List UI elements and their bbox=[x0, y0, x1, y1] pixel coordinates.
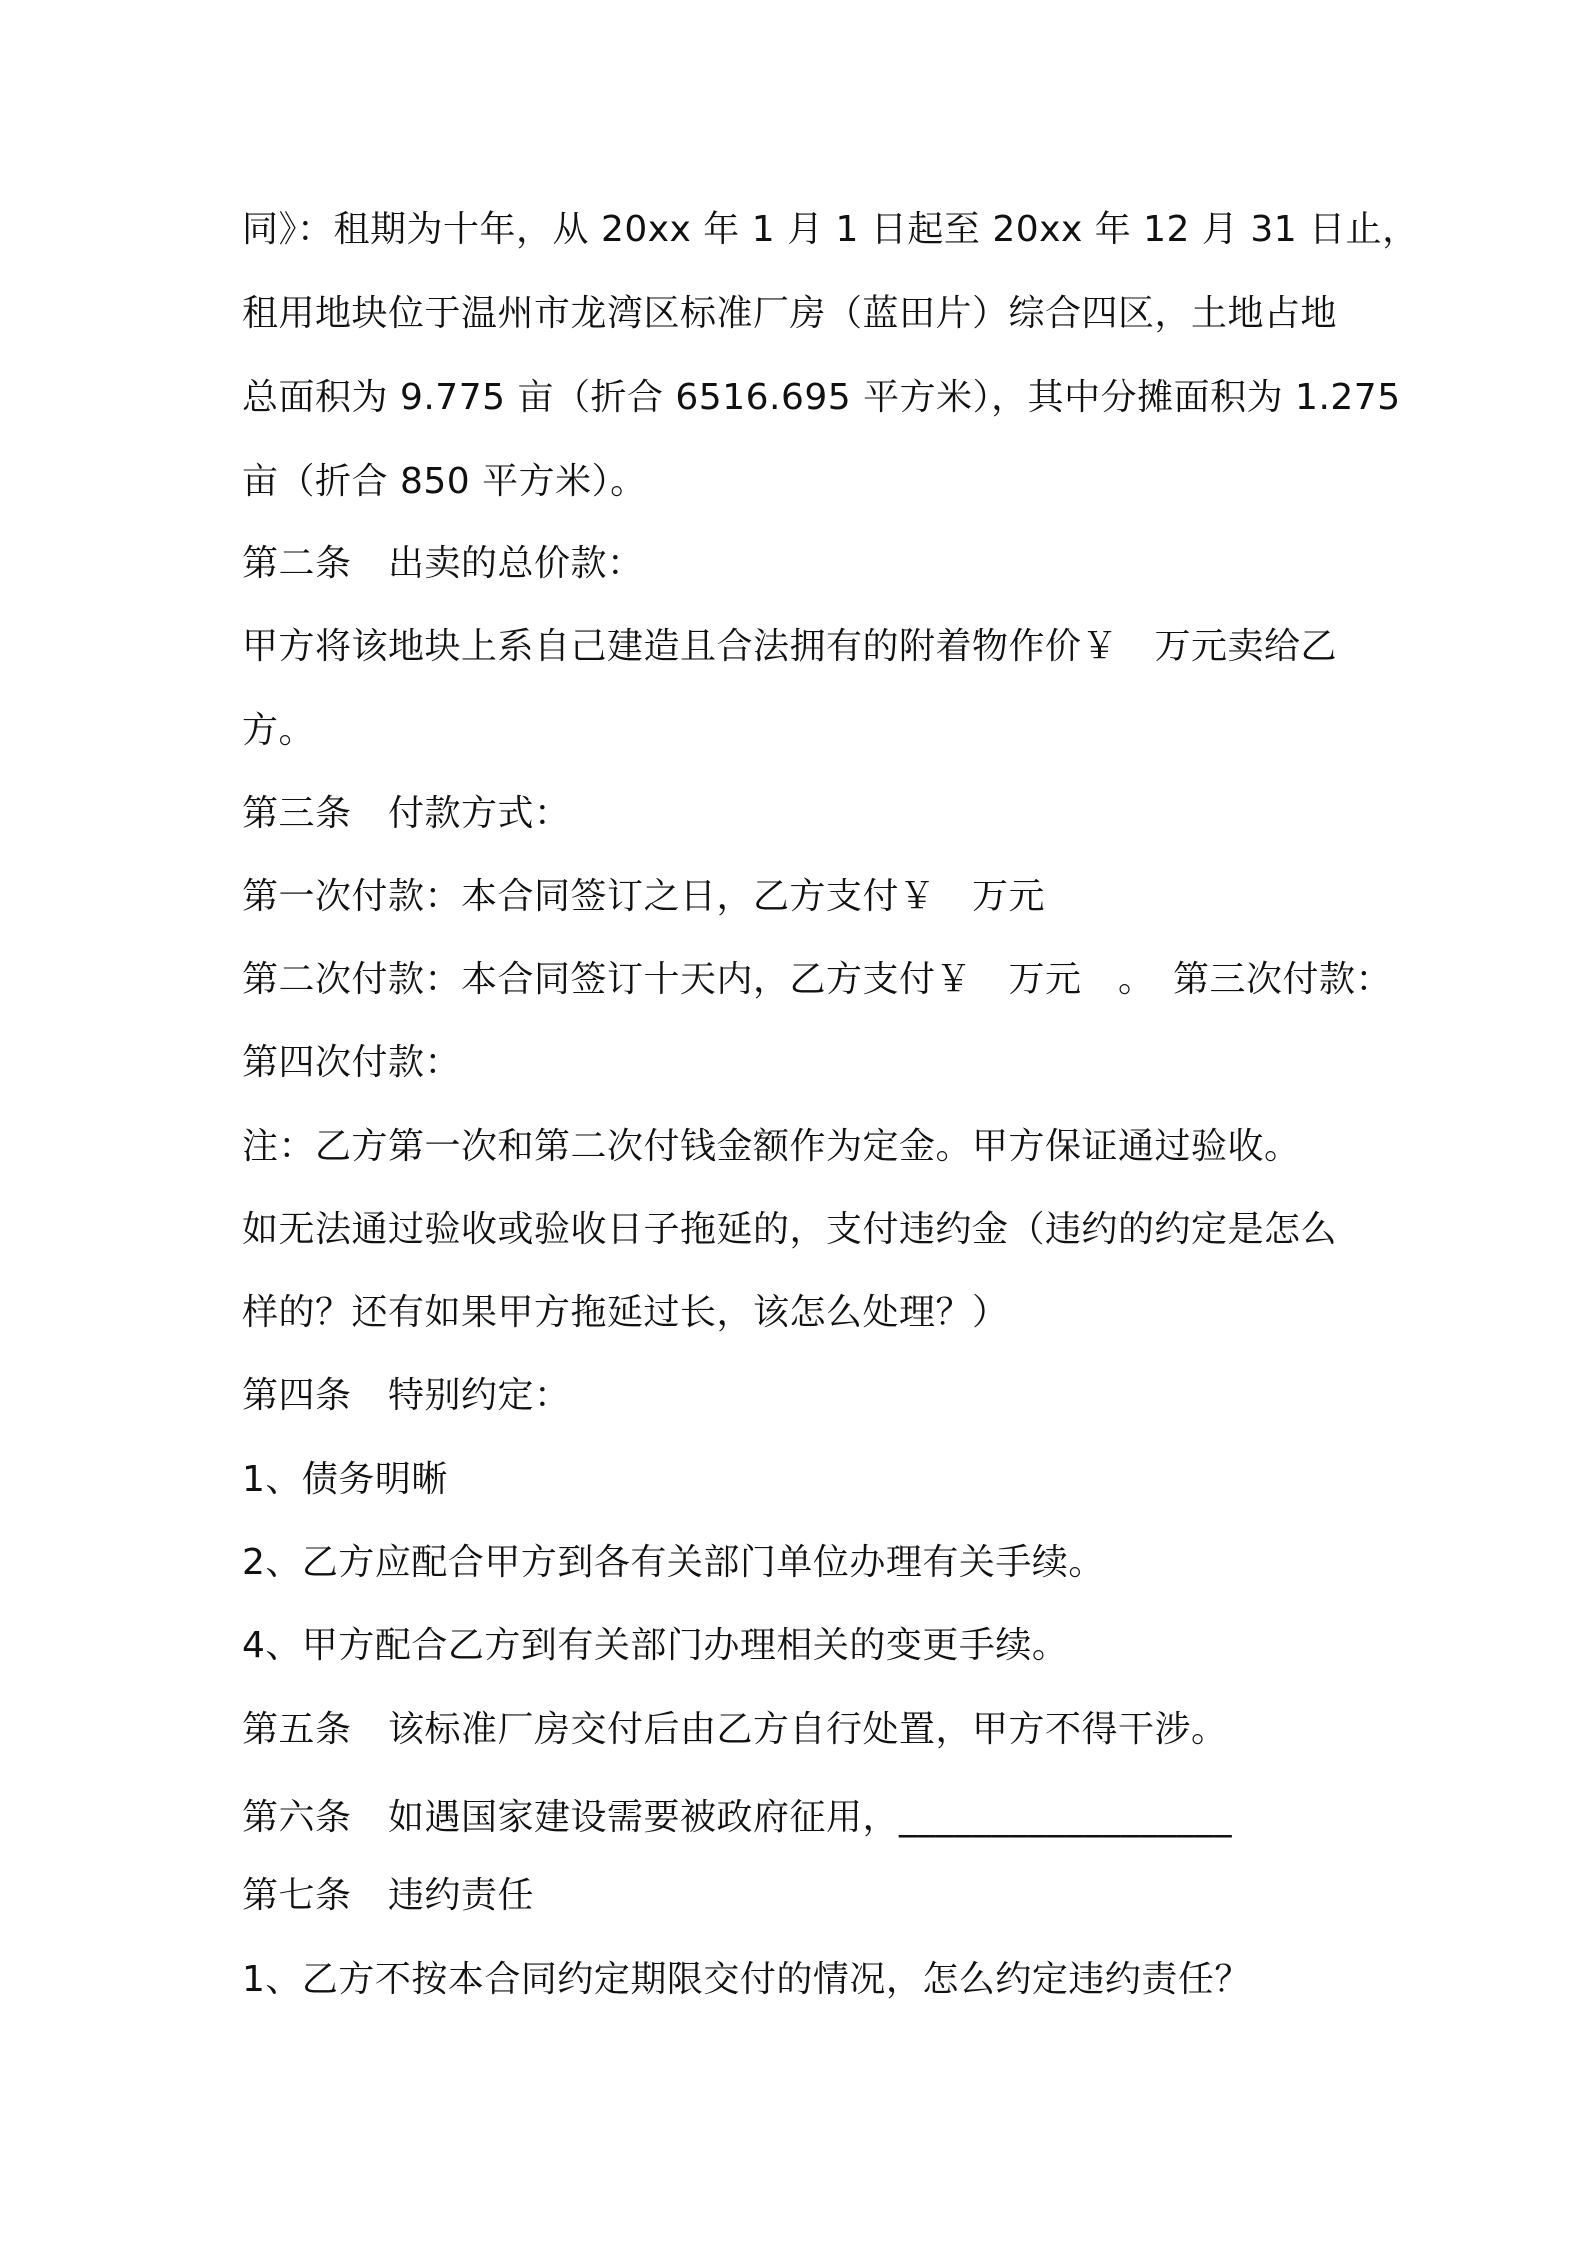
text-line: 样的？还有如果甲方拖延过长，该怎么处理？） bbox=[242, 1292, 1009, 1333]
text-line: 方。 bbox=[242, 710, 316, 751]
article-heading: 第三条 付款方式： bbox=[242, 793, 571, 834]
article-heading: 第二条 出卖的总价款： bbox=[242, 543, 644, 584]
text-line: 租用地块位于温州市龙湾区标准厂房（蓝田片）综合四区，土地占地 bbox=[242, 293, 1338, 334]
article-heading: 第六条 如遇国家建设需要被政府征用，__________________ bbox=[242, 1797, 1233, 1838]
text-line: 第二次付款：本合同签订十天内，乙方支付￥ 万元 。 第三次付款： bbox=[242, 959, 1393, 1000]
list-item: 2、乙方应配合甲方到各有关部门单位办理有关手续。 bbox=[242, 1542, 1105, 1583]
article-heading: 第七条 违约责任 bbox=[242, 1875, 535, 1916]
text-line: 总面积为 9.775 亩（折合 6516.695 平方米），其中分摊面积为 1.275 bbox=[242, 377, 1401, 418]
text-line: 注：乙方第一次和第二次付钱金额作为定金。甲方保证通过验收。 bbox=[242, 1126, 1301, 1167]
text-line: 甲方将该地块上系自己建造且合法拥有的附着物作价￥ 万元卖给乙 bbox=[242, 626, 1338, 667]
text-line: 如无法通过验收或验收日子拖延的，支付违约金（违约的约定是怎么 bbox=[242, 1209, 1338, 1250]
article-heading: 第五条 该标准厂房交付后由乙方自行处置，甲方不得干涉。 bbox=[242, 1709, 1228, 1750]
text-line: 第四次付款： bbox=[242, 1042, 462, 1083]
list-item: 1、乙方不按本合同约定期限交付的情况，怎么约定违约责任？ bbox=[242, 1959, 1251, 2000]
text-line: 亩（折合 850 平方米）。 bbox=[242, 461, 647, 502]
article-heading: 第四条 特别约定： bbox=[242, 1375, 571, 1416]
text-line: 同》：租期为十年，从 20xx 年 1 月 1 日起至 20xx 年 12 月 31 日止， bbox=[242, 209, 1419, 250]
text-line: 第一次付款：本合同签订之日，乙方支付￥ 万元 bbox=[242, 876, 1046, 917]
list-item: 4、甲方配合乙方到有关部门办理相关的变更手续。 bbox=[242, 1625, 1069, 1666]
list-item: 1、债务明晰 bbox=[242, 1459, 448, 1500]
